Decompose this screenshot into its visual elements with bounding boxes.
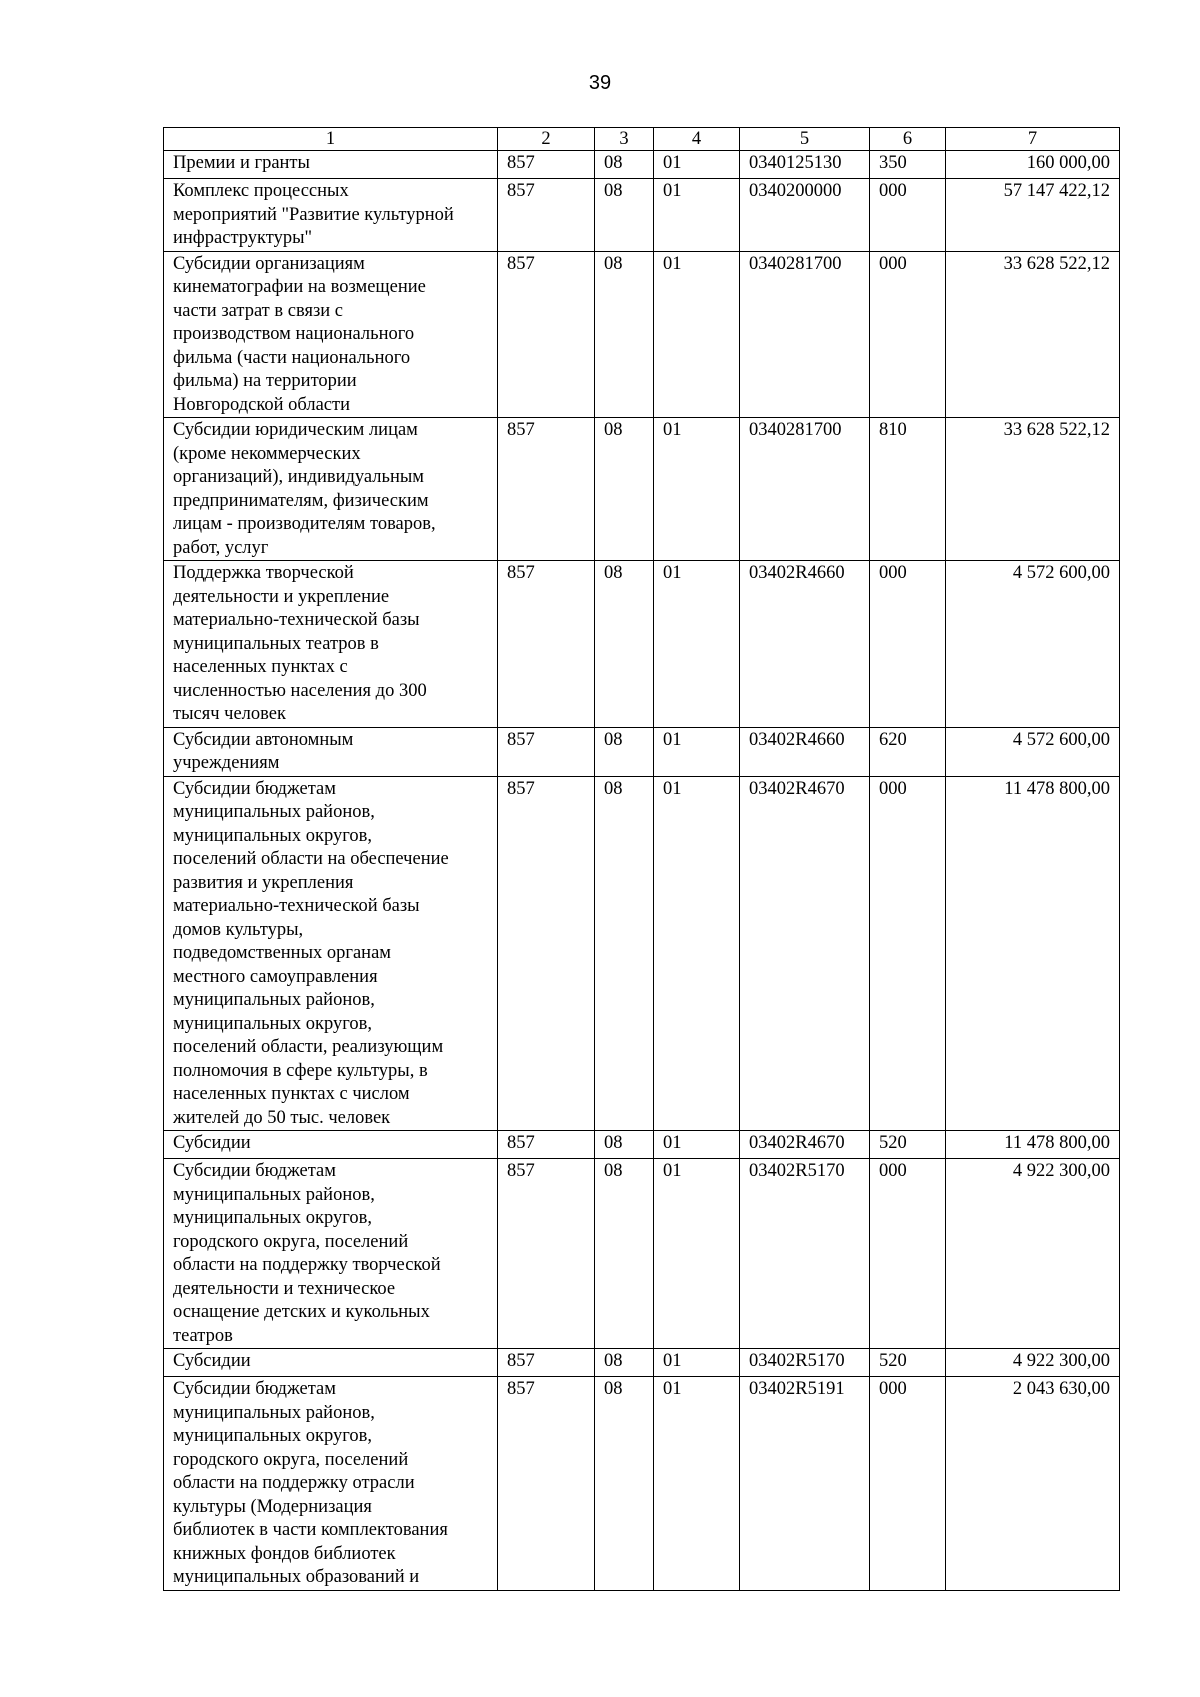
row-col3-cell: 08 <box>595 251 654 418</box>
row-col4-cell: 01 <box>654 1377 740 1591</box>
table-header-row <box>164 128 1120 151</box>
row-col4-cell: 01 <box>654 561 740 728</box>
row-col6-cell: 810 <box>870 418 946 561</box>
row-col3-cell: 08 <box>595 418 654 561</box>
row-col2-cell: 857 <box>498 251 595 418</box>
row-name-cell: Субсидии автономным учреждениям <box>164 727 498 776</box>
row-col3-cell: 08 <box>595 151 654 179</box>
table-row <box>164 179 1120 252</box>
table-row <box>164 1131 1120 1159</box>
row-col4-cell: 01 <box>654 151 740 179</box>
row-name-cell: Субсидии организациям кинематографии на возмещение части затрат в связи с производством национального фильма (части национального фильма) на территории Новгородской области <box>164 251 498 418</box>
row-col4-cell: 01 <box>654 179 740 252</box>
column-header: 2 <box>498 128 595 151</box>
column-header: 1 <box>164 128 498 151</box>
row-name-cell: Субсидии бюджетам муниципальных районов, муниципальных округов, поселений области на обеспечение развития и укрепления материально-технической базы домов культуры, подведомственных органам местного самоуправления муниципальных районов, муниципальных округов, поселений области, реализующим полномочия в сфере культуры, в населенных пунктах с числом жителей до 50 тыс. человек <box>164 776 498 1131</box>
row-col2-cell: 857 <box>498 727 595 776</box>
row-col5-cell: 0340125130 <box>740 151 870 179</box>
row-name-cell: Субсидии <box>164 1349 498 1377</box>
table-row <box>164 1159 1120 1349</box>
row-amount-cell: 4 922 300,00 <box>946 1349 1120 1377</box>
row-col5-cell: 03402R5170 <box>740 1159 870 1349</box>
row-name-cell: Субсидии бюджетам муниципальных районов, муниципальных округов, городского округа, поселений области на поддержку творческой деятельности и техническое оснащение детских и кукольных театров <box>164 1159 498 1349</box>
page-number: 39 <box>588 72 612 94</box>
row-amount-cell: 4 572 600,00 <box>946 561 1120 728</box>
row-name-cell: Субсидии бюджетам муниципальных районов, муниципальных округов, городского округа, поселений области на поддержку отрасли культуры (Модернизация библиотек в части комплектования книжных фондов библиотек муниципальных образований и <box>164 1377 498 1591</box>
row-col3-cell: 08 <box>595 1131 654 1159</box>
row-col3-cell: 08 <box>595 1377 654 1591</box>
row-col5-cell: 03402R5191 <box>740 1377 870 1591</box>
row-col6-cell: 000 <box>870 1159 946 1349</box>
row-col6-cell: 620 <box>870 727 946 776</box>
row-amount-cell: 33 628 522,12 <box>946 251 1120 418</box>
row-col6-cell: 520 <box>870 1131 946 1159</box>
row-col5-cell: 03402R4670 <box>740 1131 870 1159</box>
row-amount-cell: 160 000,00 <box>946 151 1120 179</box>
row-col4-cell: 01 <box>654 776 740 1131</box>
row-col3-cell: 08 <box>595 1159 654 1349</box>
row-col6-cell: 000 <box>870 776 946 1131</box>
row-amount-cell: 11 478 800,00 <box>946 776 1120 1131</box>
row-name-cell: Премии и гранты <box>164 151 498 179</box>
row-name-cell: Поддержка творческой деятельности и укрепление материально-технической базы муниципальных театров в населенных пунктах с численностью населения до 300 тысяч человек <box>164 561 498 728</box>
row-col2-cell: 857 <box>498 1377 595 1591</box>
row-name-cell: Субсидии <box>164 1131 498 1159</box>
row-amount-cell: 2 043 630,00 <box>946 1377 1120 1591</box>
row-amount-cell: 33 628 522,12 <box>946 418 1120 561</box>
table-row <box>164 418 1120 561</box>
table-row <box>164 1377 1120 1591</box>
row-col2-cell: 857 <box>498 151 595 179</box>
row-amount-cell: 4 572 600,00 <box>946 727 1120 776</box>
row-col5-cell: 03402R4660 <box>740 727 870 776</box>
row-col2-cell: 857 <box>498 418 595 561</box>
row-col6-cell: 000 <box>870 179 946 252</box>
row-col5-cell: 0340281700 <box>740 418 870 561</box>
row-amount-cell: 4 922 300,00 <box>946 1159 1120 1349</box>
row-col5-cell: 03402R4660 <box>740 561 870 728</box>
row-col4-cell: 01 <box>654 727 740 776</box>
row-col6-cell: 520 <box>870 1349 946 1377</box>
row-col4-cell: 01 <box>654 1349 740 1377</box>
column-header: 5 <box>740 128 870 151</box>
row-col2-cell: 857 <box>498 776 595 1131</box>
row-col4-cell: 01 <box>654 1159 740 1349</box>
row-col3-cell: 08 <box>595 727 654 776</box>
row-col6-cell: 000 <box>870 1377 946 1591</box>
row-col4-cell: 01 <box>654 251 740 418</box>
row-col2-cell: 857 <box>498 561 595 728</box>
column-header: 4 <box>654 128 740 151</box>
row-amount-cell: 11 478 800,00 <box>946 1131 1120 1159</box>
row-col5-cell: 0340200000 <box>740 179 870 252</box>
table-row <box>164 1349 1120 1377</box>
row-col6-cell: 000 <box>870 561 946 728</box>
column-header: 3 <box>595 128 654 151</box>
row-col5-cell: 03402R4670 <box>740 776 870 1131</box>
row-col3-cell: 08 <box>595 179 654 252</box>
table-row <box>164 251 1120 418</box>
row-col2-cell: 857 <box>498 1159 595 1349</box>
row-col2-cell: 857 <box>498 1349 595 1377</box>
row-col4-cell: 01 <box>654 418 740 561</box>
row-col3-cell: 08 <box>595 561 654 728</box>
row-col4-cell: 01 <box>654 1131 740 1159</box>
row-col2-cell: 857 <box>498 1131 595 1159</box>
table-row <box>164 151 1120 179</box>
row-name-cell: Субсидии юридическим лицам (кроме некоммерческих организаций), индивидуальным предпринимателям, физическим лицам - производителям товаров, работ, услуг <box>164 418 498 561</box>
row-name-cell: Комплекс процессных мероприятий "Развитие культурной инфраструктуры" <box>164 179 498 252</box>
row-col3-cell: 08 <box>595 1349 654 1377</box>
budget-table <box>163 127 1120 1591</box>
table-row <box>164 727 1120 776</box>
column-header: 6 <box>870 128 946 151</box>
column-header: 7 <box>946 128 1120 151</box>
row-col6-cell: 000 <box>870 251 946 418</box>
row-amount-cell: 57 147 422,12 <box>946 179 1120 252</box>
row-col3-cell: 08 <box>595 776 654 1131</box>
table-row <box>164 561 1120 728</box>
row-col5-cell: 0340281700 <box>740 251 870 418</box>
table-row <box>164 776 1120 1131</box>
row-col2-cell: 857 <box>498 179 595 252</box>
row-col5-cell: 03402R5170 <box>740 1349 870 1377</box>
row-col6-cell: 350 <box>870 151 946 179</box>
